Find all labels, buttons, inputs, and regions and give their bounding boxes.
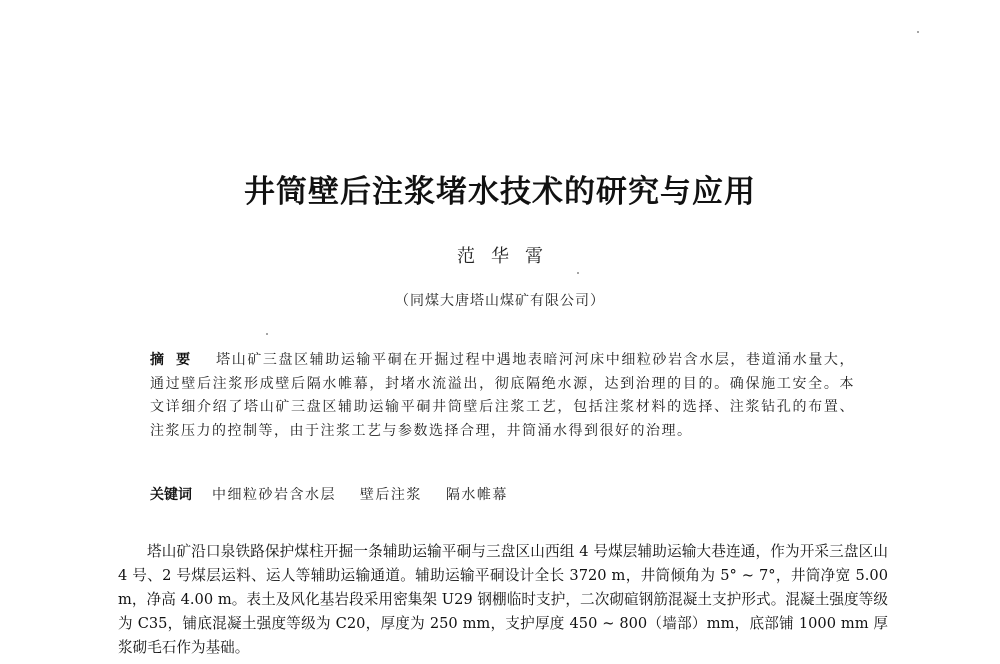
keyword-item: 隔水帷幕	[445, 487, 508, 503]
scan-speck	[266, 333, 268, 335]
keyword-item: 壁后注浆	[359, 487, 422, 503]
scan-speck	[917, 31, 919, 33]
author-affiliation: （同煤大唐塔山煤矿有限公司）	[395, 293, 605, 309]
paper-title: 井筒壁后注浆堵水技术的研究与应用	[244, 174, 756, 210]
author-name: 范华霄	[457, 246, 559, 267]
abstract-label: 摘要	[150, 352, 203, 368]
keywords-block	[150, 484, 855, 504]
abstract-block	[150, 349, 855, 443]
keywords-label: 关键词	[150, 487, 192, 503]
keyword-item: 中细粒砂岩含水层	[211, 487, 336, 503]
abstract-text: 塔山矿三盘区辅助运输平硐在开掘过程中遇地表暗河河床中细粒砂岩含水层，巷道涌水量大，通过壁后注浆形成壁后隔水帷幕，封堵水流溢出，彻底隔绝水源，达到治理的目的。确保施工安全。本文详细介绍了塔山矿三盘区辅助运输平硐井筒壁后注浆工艺，包括注浆材料的选择、注浆钻孔的布置、注浆压力的控制等，由于注浆工艺与参数选择合理，井筒涌水得到很好的治理。	[150, 352, 856, 439]
scan-speck	[577, 272, 579, 274]
body-paragraph: 塔山矿沿口泉铁路保护煤柱开掘一条辅助运输平硐与三盘区山西组 4 号煤层辅助运输大巷连通，作为开采三盘区山 4 号、2 号煤层运料、运人等辅助运输通道。辅助运输平硐设计全长 3720 m，井筒倾角为 5° ~ 7°，井筒净宽 5.00 m，净高 4.00 m。表土及风化基岩段采用密集架 U29 钢棚临时支护，二次砌碹钢筋混凝土支护形式。混凝土强度等级为 C35，铺底混凝土强度等级为 C20，厚度为 250 mm，支护厚度 450 ~ 800（墙部）mm，底部铺 1000 mm 厚浆砌毛石作为基础。	[118, 543, 888, 656]
